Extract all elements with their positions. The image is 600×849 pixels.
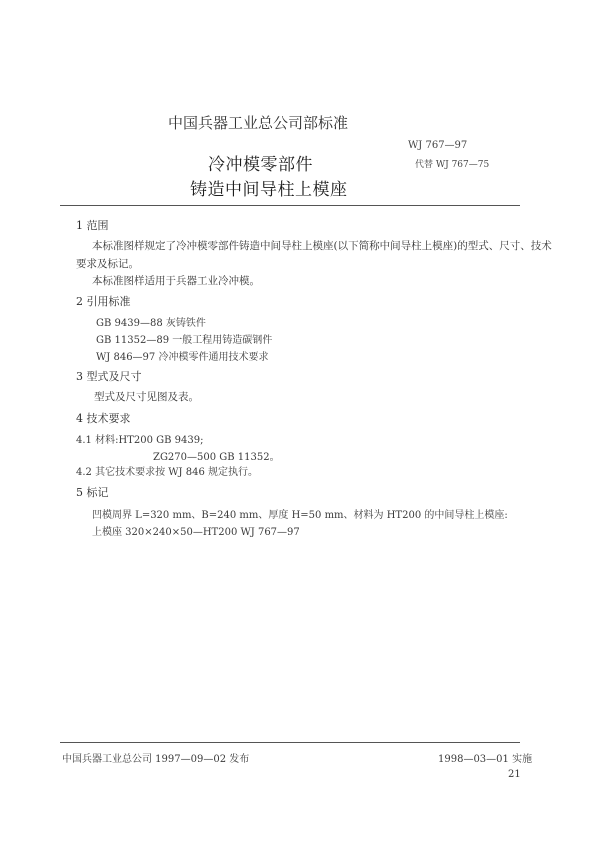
reference-item: GB 11352—89 一般工程用铸造碳钢件	[96, 335, 273, 346]
section-3-heading: 3 型式及尺寸	[76, 370, 142, 383]
replaces-standard: 代替 WJ 767—75	[415, 160, 490, 170]
reference-item: WJ 846—97 冷冲模零件通用技术要求	[96, 352, 269, 363]
clause-4-1-material: 4.1 材料:HT200 GB 9439;	[76, 435, 204, 446]
section-1-heading: 1 范围	[76, 219, 109, 232]
section-2-heading: 2 引用标准	[76, 295, 131, 308]
document-title-line2: 铸造中间导柱上模座	[190, 180, 348, 200]
section-1-paragraph-1-line-2: 要求及标记。	[76, 258, 139, 270]
section-1-paragraph-1-line-1: 本标准图样规定了冷冲模零部件铸造中间导柱上模座(以下简称中间导柱上模座)的型式、尺寸、技术	[92, 240, 552, 252]
page-number: 21	[508, 769, 521, 780]
header-divider	[60, 205, 520, 206]
reference-item: GB 9439—88 灰铸铁件	[96, 318, 206, 329]
section-4-heading: 4 技术要求	[76, 412, 131, 425]
standard-code: WJ 767—97	[408, 140, 468, 151]
section-3-text: 型式及尺寸见图及表。	[94, 391, 199, 403]
clause-4-1-material-alt: ZG270—500 GB 11352。	[153, 452, 280, 463]
effective-date: 1998—03—01 实施	[438, 754, 533, 765]
issue-date: 中国兵器工业总公司 1997—09—02 发布	[62, 754, 250, 765]
clause-4-2: 4.2 其它技术要求按 WJ 846 规定执行。	[76, 467, 258, 478]
issuing-organization: 中国兵器工业总公司部标准	[168, 114, 349, 132]
footer-divider	[60, 742, 520, 743]
marking-description: 凹模周界 L=320 mm、B=240 mm、厚度 H=50 mm、材料为 HT200 的中间导柱上模座:	[92, 510, 508, 521]
section-5-heading: 5 标记	[76, 486, 109, 499]
document-title-line1: 冷冲模零部件	[208, 155, 313, 175]
section-1-paragraph-2: 本标准图样适用于兵器工业冷冲模。	[92, 275, 260, 287]
marking-example: 上模座 320×240×50—HT200 WJ 767—97	[92, 527, 300, 538]
